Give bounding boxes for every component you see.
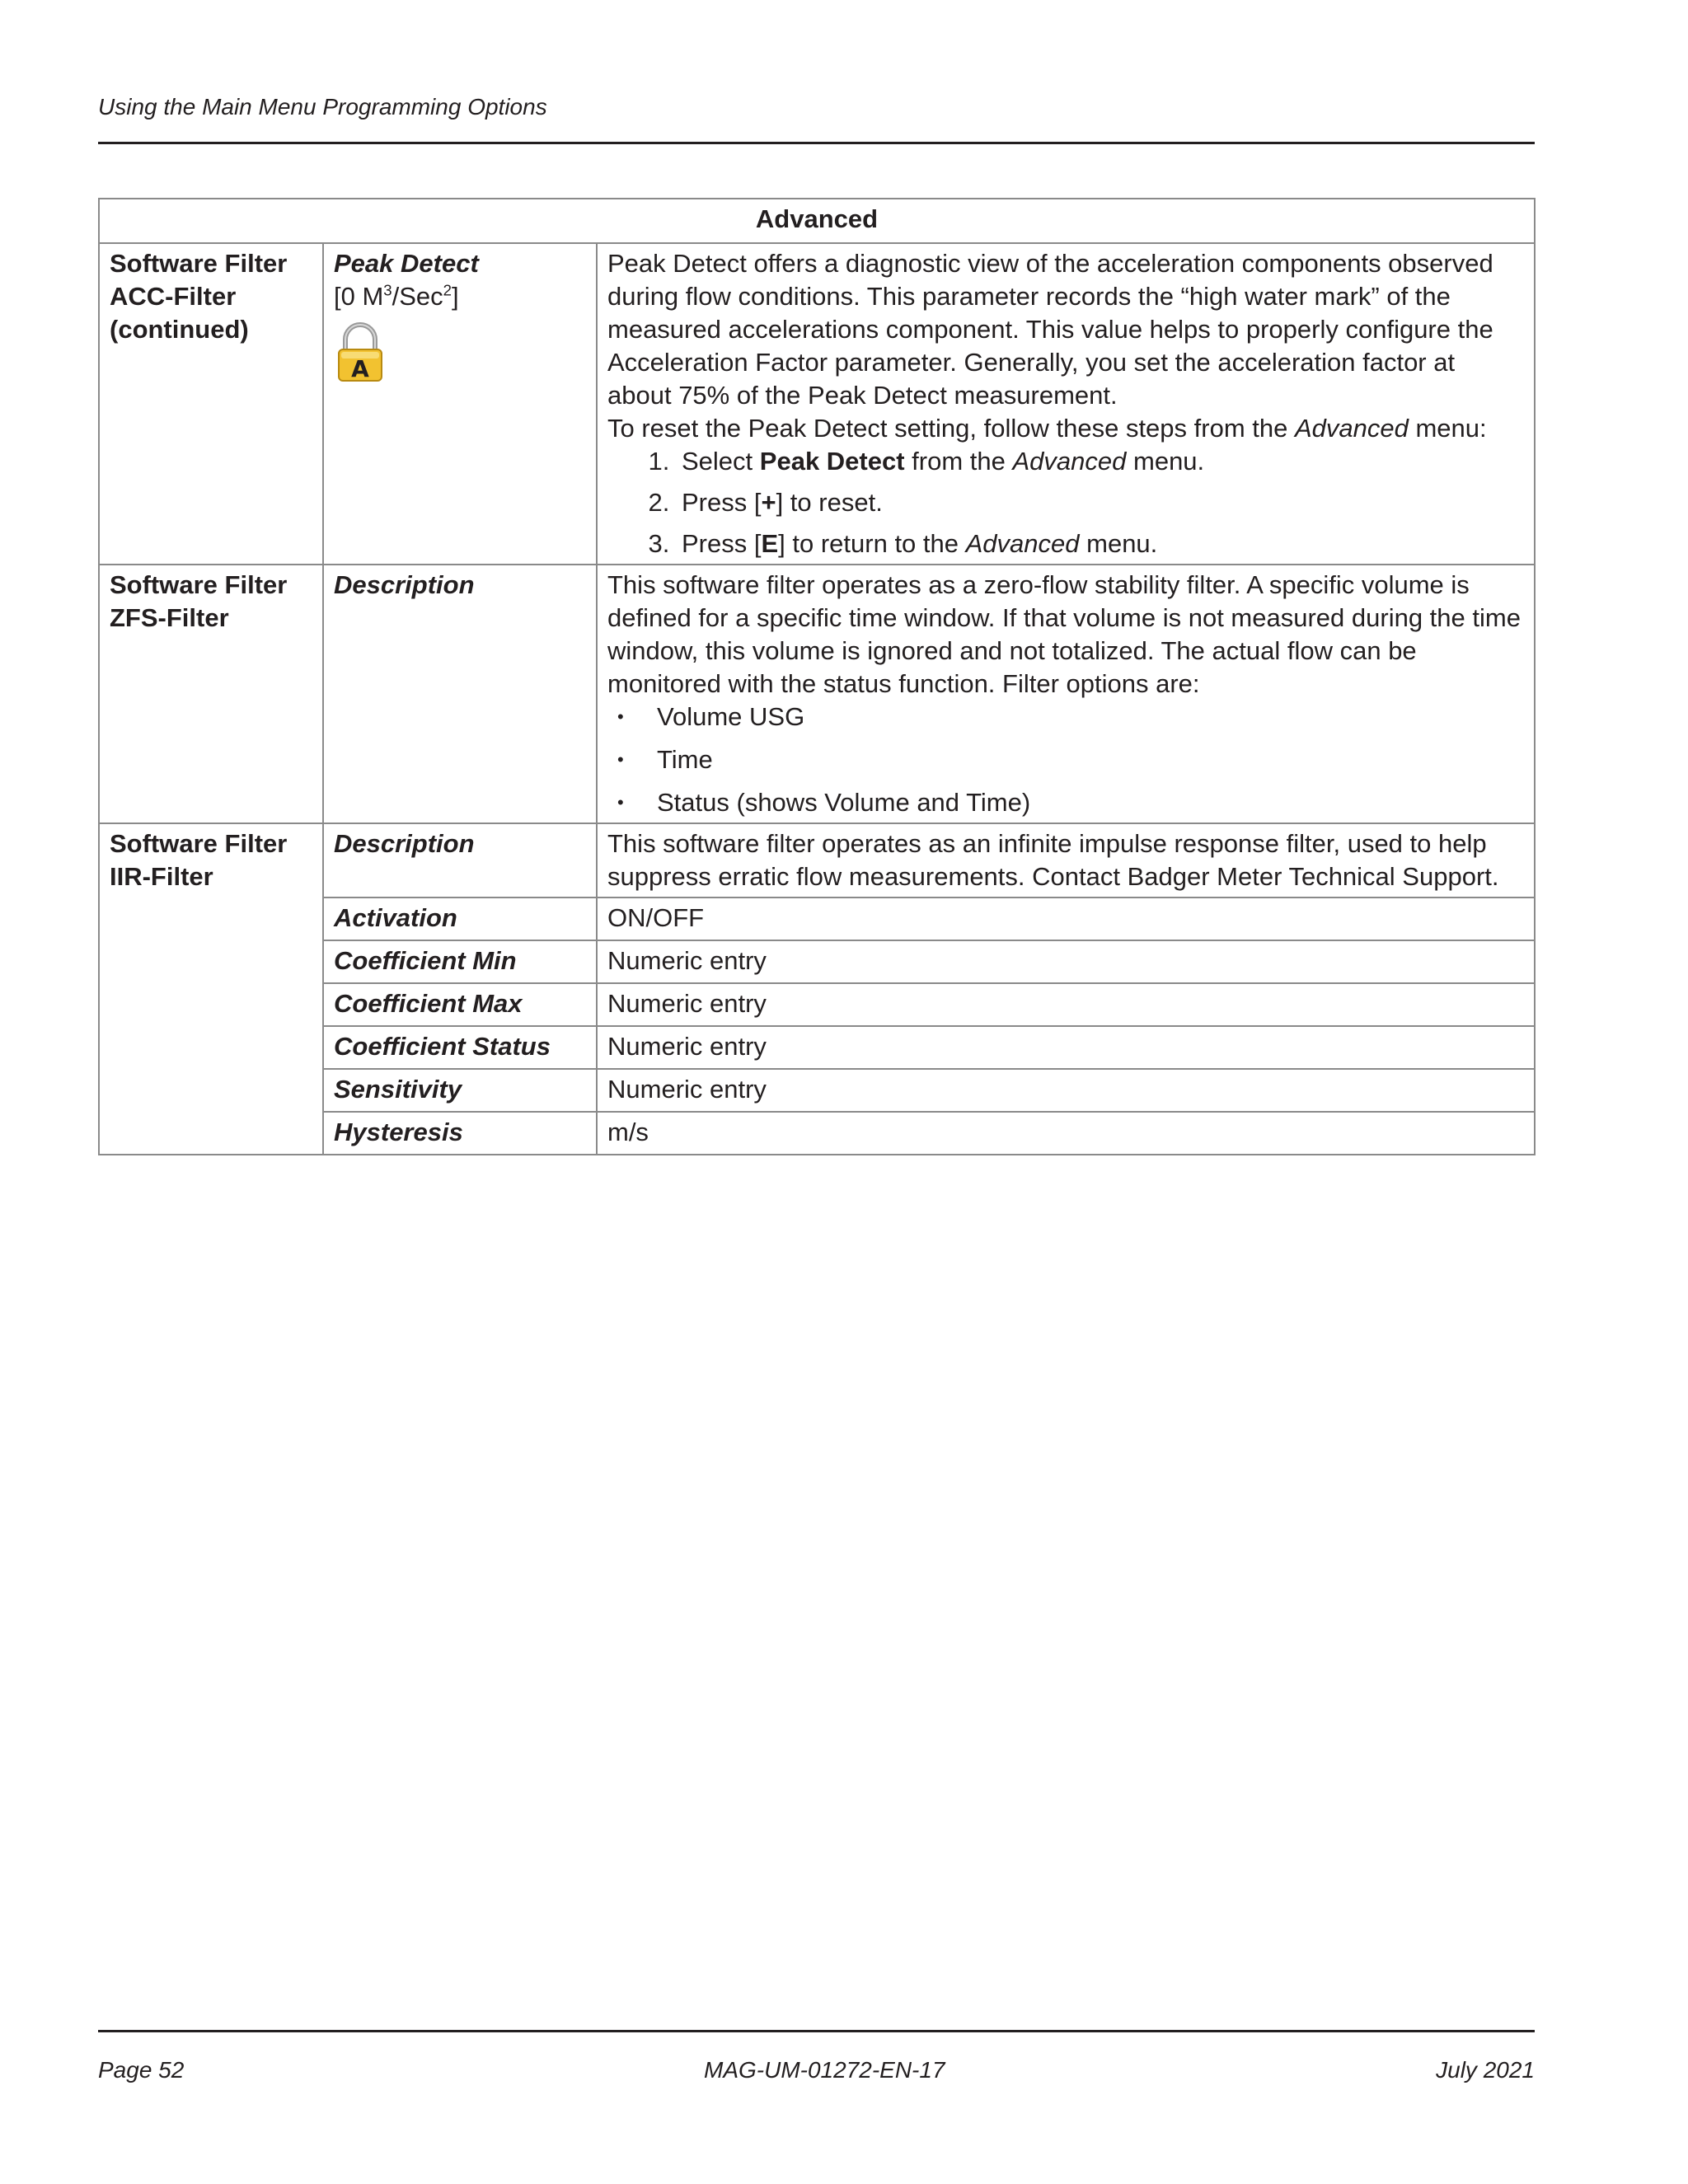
table-row — [99, 243, 1535, 565]
param-name: Hysteresis — [323, 1112, 597, 1155]
header-divider — [98, 142, 1535, 144]
table-row — [99, 823, 1535, 898]
document-id: MAG-UM-01272-EN-17 — [704, 2057, 945, 2083]
param-name: Peak Detect — [334, 249, 479, 278]
desc-cell-iir — [597, 823, 1535, 898]
table-title: Advanced — [99, 199, 1535, 243]
param-name: Coefficient Min — [323, 940, 597, 983]
group-label: Software Filter — [110, 249, 288, 278]
group-label: Software Filter — [110, 829, 288, 858]
row-group-acc-filter — [99, 243, 323, 565]
group-label: ZFS-Filter — [110, 603, 229, 632]
running-header: Using the Main Menu Programming Options — [98, 94, 547, 120]
page-number: Page 52 — [98, 2057, 185, 2083]
param-cell-zfs-description — [323, 565, 597, 823]
param-value: Numeric entry — [597, 1069, 1535, 1112]
param-cell-peak-detect — [323, 243, 597, 565]
list-item: • Volume USG — [607, 701, 1524, 733]
list-item: 3. Press [E] to return to the Advanced menu. — [677, 527, 1524, 560]
param-cell-iir-description — [323, 823, 597, 898]
group-label: IIR-Filter — [110, 862, 213, 891]
param-name: Coefficient Status — [323, 1026, 597, 1069]
svg-text:A: A — [351, 355, 369, 382]
param-name: Description — [334, 829, 475, 858]
group-label: Software Filter — [110, 570, 288, 599]
desc-cell-zfs — [597, 565, 1535, 823]
row-group-zfs-filter — [99, 565, 323, 823]
param-name: Description — [334, 570, 475, 599]
publication-date: July 2021 — [1436, 2057, 1535, 2083]
param-name: Coefficient Max — [323, 983, 597, 1026]
reset-steps — [607, 445, 1524, 560]
reset-intro: To reset the Peak Detect setting, follow these steps from the Advanced menu: — [607, 414, 1487, 443]
param-value: Numeric entry — [597, 940, 1535, 983]
param-value: Numeric entry — [597, 983, 1535, 1026]
list-item: 1. Select Peak Detect from the Advanced menu. — [677, 445, 1524, 478]
list-item: • Status (shows Volume and Time) — [607, 786, 1524, 819]
table-row — [99, 565, 1535, 823]
desc-cell-peak-detect — [597, 243, 1535, 565]
param-value: m/s — [597, 1112, 1535, 1155]
param-name: Sensitivity — [323, 1069, 597, 1112]
group-label: ACC-Filter — [110, 282, 237, 311]
description-text: This software filter operates as an infinite impulse response filter, used to help suppress erratic flow measurements. Contact Badger Meter Technical Support. — [607, 829, 1499, 891]
group-label: (continued) — [110, 315, 249, 344]
row-group-iir-filter — [99, 823, 323, 1155]
param-name: Activation — [323, 898, 597, 940]
filter-options — [607, 701, 1524, 819]
lock-icon — [334, 321, 387, 384]
list-item: • Time — [607, 743, 1524, 776]
param-unit: [0 $M^3/Sec^2$] — [334, 281, 459, 311]
description-text: Peak Detect offers a diagnostic view of the acceleration components observed during flow conditions. This parameter records the “high water mark” of the measured accelerations component. This value helps to properly configure the Acceleration Factor parameter. Generally, you set the acceleration factor at about 75% of the Peak Detect measurement. — [607, 249, 1493, 410]
footer-divider — [98, 2030, 1535, 2032]
table-title-row — [99, 199, 1535, 243]
param-value: ON/OFF — [597, 898, 1535, 940]
list-item: 2. Press [+] to reset. — [677, 486, 1524, 519]
param-value: Numeric entry — [597, 1026, 1535, 1069]
advanced-table — [98, 198, 1536, 1155]
description-text: This software filter operates as a zero-flow stability filter. A specific volume is defined for a specific time window. If that volume is not measured during the time window, this volume is ignored and not totalized. The actual flow can be monitored with the status function. Filter options are: — [607, 570, 1521, 698]
